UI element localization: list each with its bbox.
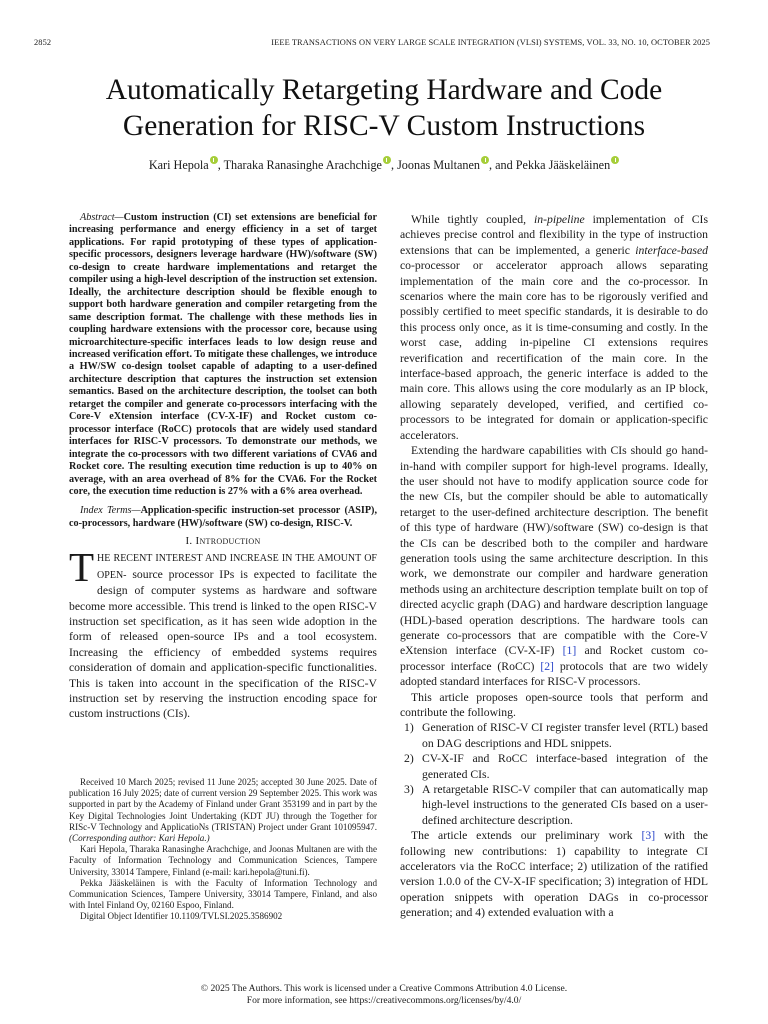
section-heading: I. Introduction [185,535,261,548]
body-paragraph: This article proposes open-source tools that perform and contribute the following. [400,690,708,719]
orcid-icon[interactable] [481,156,489,164]
intro-paragraph: THE RECENT INTEREST AND INCREASE IN THE AMOUNT OF OPEN- source processor IPs is expected to facilitate the design of computer systems as hardware and software become more accessible. This trend is linked to the open RISC-V instruction set specification, as it has seen wide adoption in the form of released open-source IPs and a tool ecosystem. Increasing the efficiency of embedded systems requires consideration of domain and application-specific functionalities. This is taken into account in the specification of the RISC-V instruction set by reserving the instruction encoding space for custom instructions (CIs). [69,544,377,721]
contribution-list [400,720,708,828]
journal-name: IEEE TRANSACTIONS ON VERY LARGE SCALE INTEGRATION (VLSI) SYSTEMS, VOL. 33, NO. 10, OCTOBER 2025 [271,38,710,47]
left-column [69,212,377,722]
citation-link[interactable]: [1] [562,644,577,658]
list-item: 3) A retargetable RISC-V compiler that can automatically map high-level instructions to the generated CIs based on a user-defined architecture description. [404,783,708,827]
license-notice [0,983,768,1007]
right-column [400,212,708,921]
license-line: © 2025 The Authors. This work is licensed under a Creative Commons Attribution 4.0 License. [200,983,568,994]
doi-note[interactable]: Digital Object Identifier 10.1109/TVLSI.2025.3586902 [80,911,283,922]
list-item: 2) CV-X-IF and RoCC interface-based integration of the generated CIs. [404,752,708,781]
orcid-icon[interactable] [383,156,391,164]
author-name: Pekka Jääskeläinen [515,158,611,172]
license-line[interactable]: For more information, see https://creativecommons.org/licenses/by/4.0/ [246,995,522,1006]
paper-title: Automatically Retargeting Hardware and Code Generation for RISC-V Custom Instructions [105,74,663,142]
body-paragraph: While tightly coupled, in-pipeline implementation of CIs achieves precise control and flexibility in the type of instruction extensions that can be implemented, a generic interface-based co-processor or accelerator approach allows separating implementation of the main core and the co-processor. In scenarios where the main core has to be rigorously verified and possibly certified to meet specific standards, it is desirable to do this process only once, as it is time-consuming and costly. In the worst case, adding in-pipeline CI extensions requires reverification and recertification of the main core. In the interface-based approach, the generic interface is added to the main core. This allows using the core modularly as an IP block, allowing separately developed, verified, and certified co-processors to be integrated for domain or application-specific accelerators. [400,213,708,442]
running-header [34,38,710,50]
body-paragraph: Extending the hardware capabilities with CIs should go hand-in-hand with compiler support for high-level programs. Ideally, the user should not have to modify application source code for the new CIs, but the compiler should be able to automatically retarget to the user-defined architecture description. The benefit of this type of hardware (HW)/software (SW) co-design is that the CIs can be described both to the compiler and hardware generation tools using the same architecture description. In this work, we demonstrate our compiler and hardware generation methods using an architecture description template built on top of directed acyclic graph (DAG) and hardware description language (HDL)-based operation descriptions. The hardware tools can generate co-processors that are compatible with the Core-V eXtension interface (CV-X-IF) [1] and Rocket custom co-processor interface (RoCC) [2] protocols that are two widely adopted standard interfaces for RISC-V processors. [400,444,708,689]
page-number: 2852 [34,38,52,47]
author-list: Kari Hepola , Tharaka Ranasinghe Arachchige , Joonas Multanen , and Pekka Jääskeläinen [30,156,738,173]
orcid-icon[interactable] [210,156,218,164]
citation-link[interactable]: [2] [540,659,554,673]
author-name: Tharaka Ranasinghe Arachchige [223,158,382,172]
body-paragraph: The article extends our preliminary work [3] with the following new contributions: 1) capability to integrate CI accelerators via the RoCC interface; 2) utilization of the ratified version 1.0.0 of the CV-X-IF specification; 3) integration of HDL operation snippets with operation DAGs in co-processor generation; and 4) extended evaluation with a [400,829,708,920]
index-terms: Index Terms—Application-specific instruction-set processor (ASIP), co-processors, hardware (HW)/software (SW) co-design, RISC-V. [69,505,377,529]
citation-link[interactable]: [3] [641,829,656,843]
affiliation-note: Pekka Jääskeläinen is with the Faculty of Information Technology and Communication Sciences, Tampere University, 33014 Tampere, Finland, and also with Intel Finland Oy, 02160 Espoo, Finland. [69,877,377,911]
received-note: Received 10 March 2025; revised 11 June 2025; accepted 30 June 2025. Date of publication 16 July 2025; date of current version 29 September 2025. This work was supported in part by the Academy of Finland under Grant 353199 and in part by the Key Digital Technologies Joint Undertaking (KDT JU) through the Together for RISc-V Technology and ApplicatioNs (TRISTAN) Project under Grant 101095947. (Corresponding author: Kari Hepola.) [69,777,377,844]
orcid-icon[interactable] [611,156,619,164]
author-name: Kari Hepola [148,158,209,172]
footnotes [69,777,377,923]
list-item: 1) Generation of RISC-V CI register transfer level (RTL) based on DAG descriptions and HDL snippets. [404,721,708,750]
drop-cap: T [69,544,95,591]
abstract: Abstract—Custom instruction (CI) set extensions are beneficial for increasing performance and energy efficiency in a set of target applications. For rapid prototyping of these types of application-specific processors, designers leverage hardware (HW)/software (SW) co-design to create hardware implementations and retarget the compiler using a high-level description of the instruction set extension. Ideally, the architecture description should be flexible enough to support both hardware generation and compiler retargeting from the same description format. The challenge with these methods lies in coupling hardware extensions with the processor core, because using microarchitecture-specific interfaces leads to low design reuse and increased verification effort. To mitigate these challenges, we introduce a HW/SW co-design toolset capable of adapting to a user-defined architecture description that captures the instruction set extension semantics. Based on the architecture description, the toolset can both retarget the compiler and generate co-processors interfacing with the Core-V eXtension interface (CV-X-IF) and Rocket custom co-processor interface (RoCC) protocols that are widely used standard interfaces for RISC-V processors. To demonstrate our methods, we integrate the co-processors with two different variations of CVA6 and Rocket core. The resulting execution time reduction is up to 40% on average, with an area overhead of 8% for the CVA6. For the Rocket core, the execution time reduction is 27% with a 6% area overhead. [69,212,377,497]
author-name: Joonas Multanen [397,158,480,172]
affiliation-note: Kari Hepola, Tharaka Ranasinghe Arachchige, and Joonas Multanen are with the Faculty of Information Technology and Communication Sciences, Tampere University, 33014 Tampere, Finland (e-mail: kari.hepola@tuni.fi). [69,844,377,877]
